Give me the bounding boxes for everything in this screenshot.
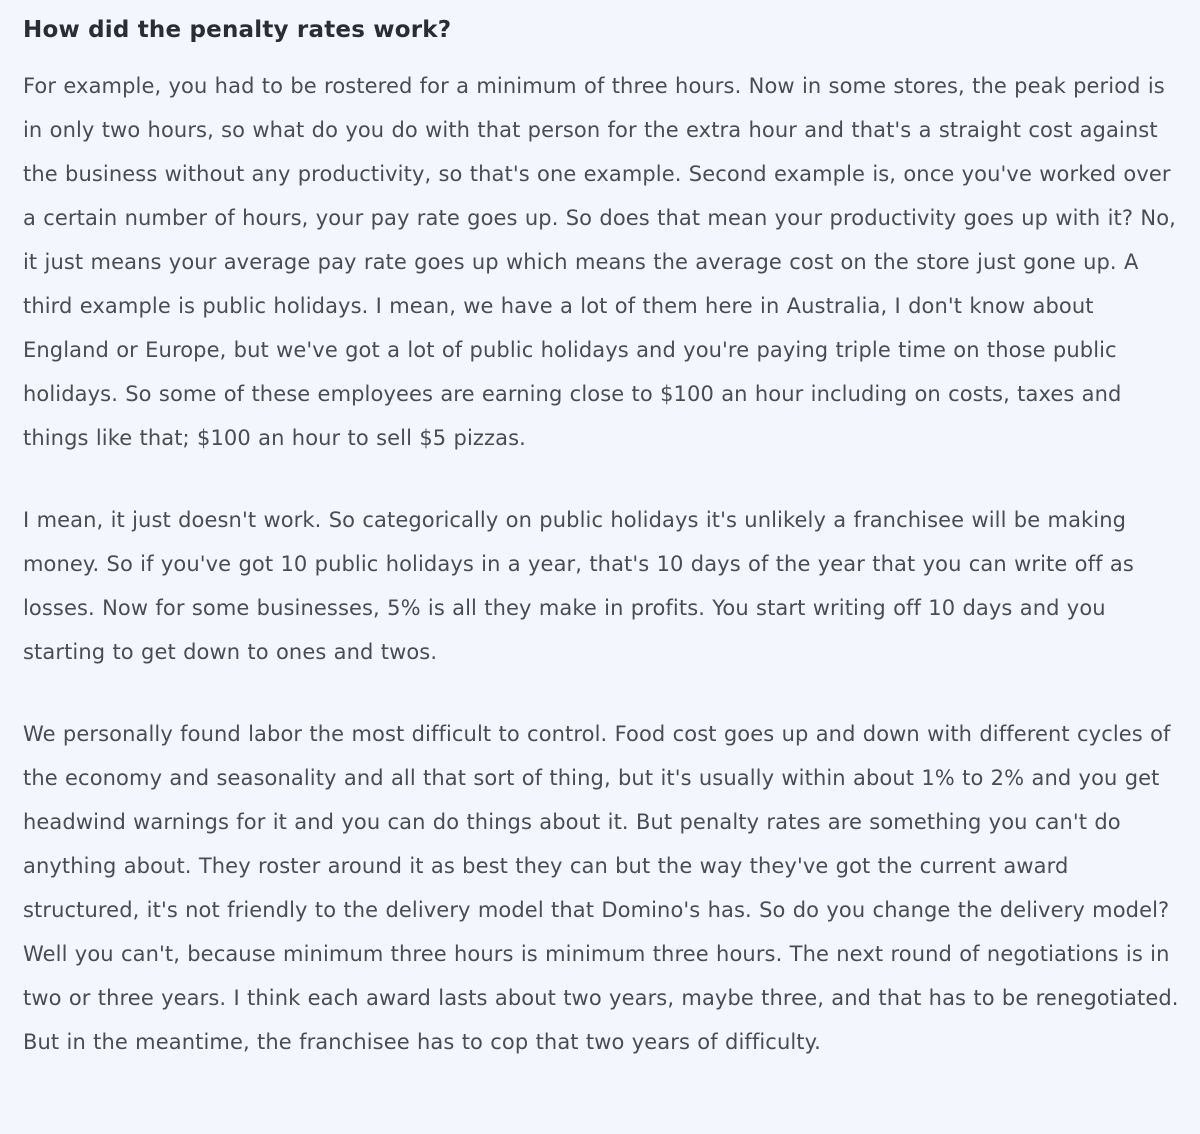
paragraph-public-holidays: I mean, it just doesn't work. So categorically on public holidays it's unlikely a franchisee will be making money. So if you've got 10 public holidays in a year, that's 10 days of the year that you can write off as losses. Now for some businesses, 5% is all they make in profits. You start writing off 10 days and you starting to get down to ones and twos. <box>23 508 1134 664</box>
section-heading: How did the penalty rates work? <box>23 17 452 43</box>
article-content <box>23 0 1185 1064</box>
paragraph-labor-control: We personally found labor the most difficult to control. Food cost goes up and down with different cycles of the economy and seasonality and all that sort of thing, but it's usually within about 1% to 2% and you get headwind warnings for it and you can do things about it. But penalty rates are something you can't do anything about. They roster around it as best they can but the way they've got the current award structured, it's not friendly to the delivery model that Domino's has. So do you change the delivery model? Well you can't, because minimum three hours is minimum three hours. The next round of negotiations is in two or three years. I think each award lasts about two years, maybe three, and that has to be renegotiated. But in the meantime, the franchisee has to cop that two years of difficulty. <box>23 722 1179 1054</box>
paragraph-penalty-examples: For example, you had to be rostered for a minimum of three hours. Now in some stores, the peak period is in only two hours, so what do you do with that person for the extra hour and that's a straight cost against the business without any productivity, so that's one example. Second example is, once you've worked over a certain number of hours, your pay rate goes up. So does that mean your productivity goes up with it? No, it just means your average pay rate goes up which means the average cost on the store just gone up. A third example is public holidays. I mean, we have a lot of them here in Australia, I don't know about England or Europe, but we've got a lot of public holidays and you're paying triple time on those public holidays. So some of these employees are earning close to $100 an hour including on costs, taxes and things like that; $100 an hour to sell $5 pizzas. <box>23 74 1176 450</box>
